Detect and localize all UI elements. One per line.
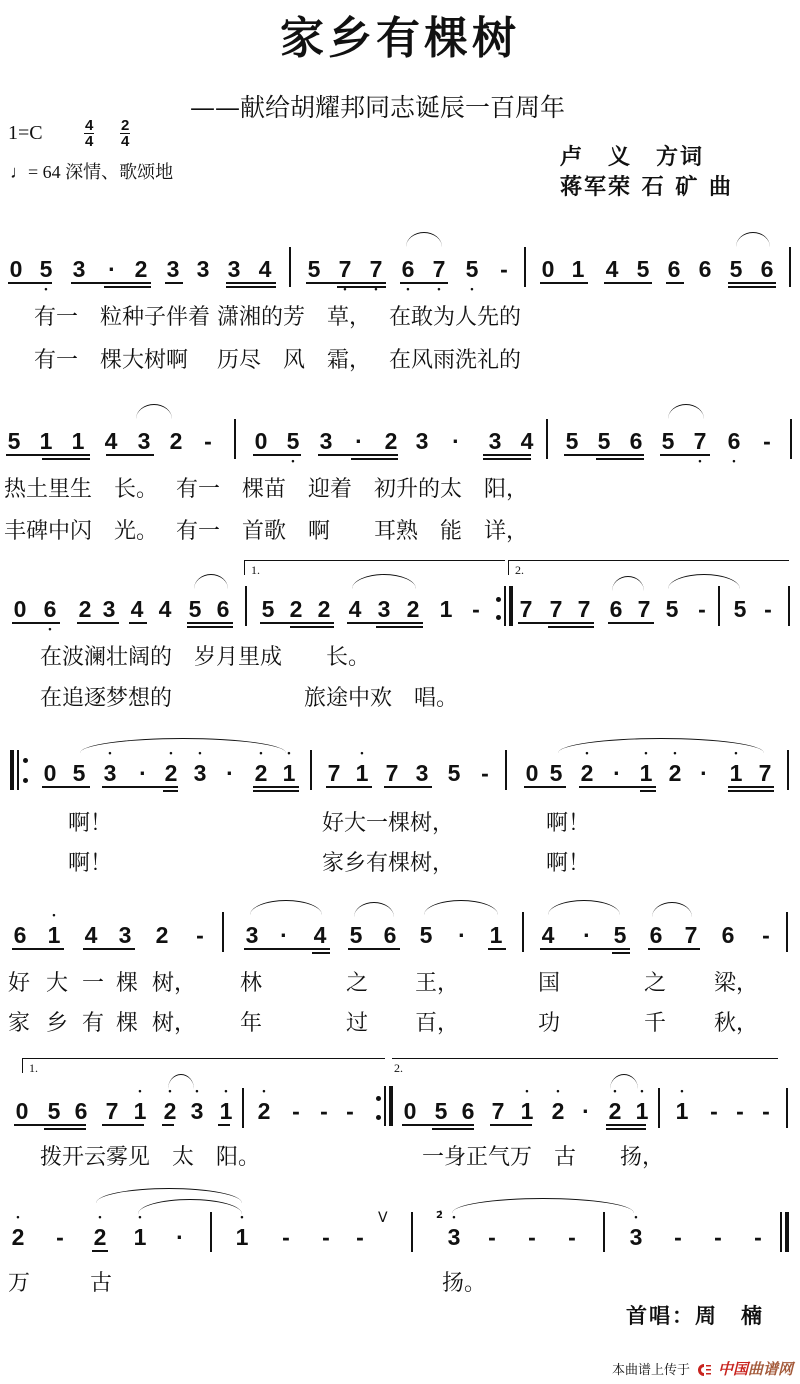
note: • 1 (672, 1098, 692, 1124)
end-repeat-barline (389, 1086, 393, 1126)
barline (245, 586, 247, 626)
barline (780, 1212, 782, 1252)
repeat-dot (496, 615, 501, 620)
dash-extension: - (674, 1224, 682, 1250)
note: 5 (7, 428, 21, 454)
note: • 1 (232, 1224, 252, 1250)
lyric: 之 (644, 971, 667, 996)
note: 7 (105, 1098, 119, 1124)
dash-extension: - (762, 1098, 770, 1124)
note: 4 (84, 922, 98, 948)
note: 2 (155, 922, 169, 948)
note: • 3 (444, 1224, 464, 1250)
barline (787, 750, 789, 790)
barline (658, 1088, 660, 1128)
lyric: 家乡有棵树， (322, 851, 455, 876)
lyric: 啊！ (546, 811, 591, 836)
barline (210, 1212, 212, 1252)
note: 5 (549, 760, 563, 786)
note: 6 • (40, 596, 60, 622)
note: 3 (118, 922, 132, 948)
note: 5 (307, 256, 321, 282)
lyric: 啊！ (546, 851, 591, 876)
repeat-dot (376, 1115, 381, 1120)
time-signature-2-4: 2 4 (121, 117, 130, 150)
note: • 2 (548, 1098, 568, 1124)
note: 7 (549, 596, 563, 622)
barline (222, 912, 224, 952)
brand-logo-icon (696, 1362, 712, 1376)
note: 5 (419, 922, 433, 948)
note: • 2 (605, 1098, 625, 1124)
lyric: 之 (346, 971, 369, 996)
barline (411, 1212, 413, 1252)
note: 3 (137, 428, 151, 454)
note: • 3 (100, 760, 120, 786)
note: 4 (130, 596, 144, 622)
note: • 1 (517, 1098, 537, 1124)
slur (668, 574, 740, 589)
note: 2 (384, 428, 398, 454)
note: 6 (667, 256, 681, 282)
lyric: 年 (240, 1011, 263, 1036)
note: 7 (637, 596, 651, 622)
lyric: 好 (8, 971, 31, 996)
note: 6 (216, 596, 230, 622)
dash-extension: - (762, 922, 770, 948)
note: • 1 (279, 760, 299, 786)
lyrics-verse-1: 热土里生 长。 有一 棵苗 迎着 初升的太 阳， (4, 477, 528, 502)
note: 5 (661, 428, 675, 454)
note: • 1 (44, 922, 64, 948)
dot-extension: · (226, 760, 234, 786)
lyrics-verse-2: 丰碑中闪 光。 有一 首歌 啊 耳熟 能 详， (4, 519, 528, 544)
note: 1 (439, 596, 453, 622)
note: 4 (605, 256, 619, 282)
note: 4 (541, 922, 555, 948)
lyric: 扬。 (442, 1271, 487, 1296)
note: 6 (383, 922, 397, 948)
dot-extension: · (582, 1098, 590, 1124)
dash-extension: - (763, 428, 771, 454)
note: • 1 (632, 1098, 652, 1124)
dash-extension: - (282, 1224, 290, 1250)
volta-first-ending: 1. (244, 560, 505, 575)
lyric: 棵 (116, 971, 139, 996)
note: • 3 (187, 1098, 207, 1124)
dot-extension: · (452, 428, 460, 454)
barline (524, 247, 526, 287)
slur (136, 404, 172, 419)
note: • 1 (726, 760, 746, 786)
lyric: 林 (240, 971, 263, 996)
note: • 2 (8, 1224, 28, 1250)
barline (546, 419, 548, 459)
note: 0 (43, 760, 57, 786)
lyric: 啊！ (68, 851, 113, 876)
note: 5 • (283, 428, 303, 454)
dash-extension: - (346, 1098, 354, 1124)
barline (289, 247, 291, 287)
dash-extension: - (196, 922, 204, 948)
note: • 2 (90, 1224, 110, 1250)
note: 4 (104, 428, 118, 454)
dot-extension: · (458, 922, 466, 948)
note: 1 (39, 428, 53, 454)
song-title: 家乡有棵树 (280, 13, 520, 64)
dash-extension: - (481, 760, 489, 786)
note: 1 (489, 922, 503, 948)
tempo-marking: ♩= 64 深情、歌颂地 (10, 162, 174, 182)
final-barline (785, 1212, 789, 1252)
note: 6 (13, 922, 27, 948)
note: 5 (636, 256, 650, 282)
slur (558, 738, 764, 753)
dedication-subtitle: ——献给胡耀邦同志诞辰一百周年 (190, 93, 566, 122)
lyric: 梁， (714, 971, 759, 996)
barline (788, 586, 790, 626)
note: 2 (169, 428, 183, 454)
note: 7 • (335, 256, 355, 282)
slur (80, 738, 286, 753)
volta-second-ending: 2. (508, 560, 789, 575)
breath-mark: V (378, 1210, 388, 1226)
note: • 1 (636, 760, 656, 786)
note: 6 (74, 1098, 88, 1124)
volta-second-ending: 2. (392, 1058, 778, 1073)
note: 3 (102, 596, 116, 622)
slur (452, 1198, 634, 1213)
slur (610, 1074, 638, 1089)
lyrics-ending-1: 拨开云雾见 太 阳。 (40, 1145, 261, 1170)
note: 4 (520, 428, 534, 454)
lyric: 百， (415, 1011, 460, 1036)
lyric: 一 (82, 971, 105, 996)
note: 3 (377, 596, 391, 622)
note: 6 (721, 922, 735, 948)
note: 0 (15, 1098, 29, 1124)
note: 3 (415, 428, 429, 454)
slur (354, 902, 394, 917)
lyrics-verse-1: 在波澜壮阔的 岁月里成 长。 (40, 645, 371, 670)
brand-name-cn[interactable]: 中国 (718, 1360, 749, 1378)
dash-extension: - (528, 1224, 536, 1250)
lyric: 乡 (46, 1011, 69, 1036)
note: 2 (134, 256, 148, 282)
upload-attribution (612, 1358, 793, 1379)
lyrics-ending-2: 一身正气万 古 扬， (422, 1145, 665, 1170)
dash-extension: - (204, 428, 212, 454)
singer-credit: 首唱：周 楠 (626, 1303, 764, 1328)
lyric: 大 (46, 971, 69, 996)
barline (505, 750, 507, 790)
note: 3 (415, 760, 429, 786)
lyric: 树， (152, 971, 197, 996)
dot-extension: · (108, 256, 116, 282)
slur (424, 900, 498, 915)
lyrics-verse-2: 在追逐梦想的 旅途中欢 唱。 (40, 686, 459, 711)
note: 5 (729, 256, 743, 282)
note: 5 (188, 596, 202, 622)
note: 0 (254, 428, 268, 454)
dash-extension: - (320, 1098, 328, 1124)
note: 5 (613, 922, 627, 948)
barline (603, 1212, 605, 1252)
note: 4 (158, 596, 172, 622)
dash-extension: - (488, 1224, 496, 1250)
dash-extension: - (698, 596, 706, 622)
brand-name-score[interactable]: 曲谱网 (748, 1360, 794, 1378)
dash-extension: - (500, 256, 508, 282)
slur (548, 900, 620, 915)
dash-extension: - (754, 1224, 762, 1250)
note: 6 (609, 596, 623, 622)
repeat-dot (23, 778, 28, 783)
note: • 2 (160, 1098, 180, 1124)
note: 3 (245, 922, 259, 948)
note: 5 (733, 596, 747, 622)
slur (652, 902, 692, 917)
lyric: 秋， (714, 1011, 759, 1036)
note: 4 (313, 922, 327, 948)
note: 7 (491, 1098, 505, 1124)
slur (612, 576, 644, 591)
barline (718, 586, 720, 626)
repeat-dot (496, 597, 501, 602)
upload-text: 本曲谱上传于 (612, 1363, 691, 1378)
barline (234, 419, 236, 459)
lyric: 好大一棵树， (322, 811, 455, 836)
note: 3 (72, 256, 86, 282)
slur (168, 1074, 194, 1089)
note: 6 (461, 1098, 475, 1124)
note: 1 (71, 428, 85, 454)
lyric: 家 (8, 1011, 31, 1036)
start-repeat-barline (10, 750, 14, 790)
grace-note: 2̇ (436, 1210, 443, 1221)
end-repeat-barline (509, 586, 513, 626)
note: 5 (665, 596, 679, 622)
slur (668, 404, 704, 419)
note: 0 (13, 596, 27, 622)
note: 1 (571, 256, 585, 282)
repeat-dot (376, 1096, 381, 1101)
dot-extension: · (280, 922, 288, 948)
barline (17, 750, 19, 790)
lyric: 过 (346, 1011, 369, 1036)
time-signature-4-4: 4 4 (85, 117, 94, 150)
note: 7 (577, 596, 591, 622)
dot-extension: · (139, 760, 147, 786)
note: 5 (447, 760, 461, 786)
note: 4 (348, 596, 362, 622)
note: 3 (227, 256, 241, 282)
barline (310, 750, 312, 790)
note: • 1 (352, 760, 372, 786)
barline (384, 1086, 386, 1126)
note: • 2 (577, 760, 597, 786)
lyric: 王， (415, 971, 460, 996)
lyric: 树， (152, 1011, 197, 1036)
note: • 1 (130, 1224, 150, 1250)
note: 7 (684, 922, 698, 948)
note: 5 (72, 760, 86, 786)
dot-extension: · (176, 1224, 184, 1250)
note: 5 (349, 922, 363, 948)
lyric: 国 (538, 971, 561, 996)
note: 7 (385, 760, 399, 786)
barline (786, 1088, 788, 1128)
note: 7 (327, 760, 341, 786)
barline (786, 912, 788, 952)
slur (736, 232, 770, 247)
note: 5 (434, 1098, 448, 1124)
barline (790, 419, 792, 459)
note: 2 (317, 596, 331, 622)
note: • 1 (216, 1098, 236, 1124)
dash-extension: - (322, 1224, 330, 1250)
lyric: 千 (644, 1011, 667, 1036)
note: 5 (565, 428, 579, 454)
dash-extension: - (736, 1098, 744, 1124)
note: 2 (406, 596, 420, 622)
note: • 3 (190, 760, 210, 786)
note: • 2 (254, 1098, 274, 1124)
slur (406, 232, 442, 247)
dot-extension: · (613, 760, 621, 786)
dash-extension: - (710, 1098, 718, 1124)
note: • 2 (665, 760, 685, 786)
volta-first-ending: 1. (22, 1058, 385, 1073)
dash-extension: - (568, 1224, 576, 1250)
note: 6 • (724, 428, 744, 454)
note: 5 (597, 428, 611, 454)
lyric: 万 (8, 1271, 31, 1296)
composer-credit: 蒋军荣 石 矿 曲 (560, 174, 733, 200)
note: 6 (629, 428, 643, 454)
note: 5 • (462, 256, 482, 282)
note: 3 (488, 428, 502, 454)
note: 5 (47, 1098, 61, 1124)
note: • 3 (626, 1224, 646, 1250)
note: 0 (541, 256, 555, 282)
note: 2 (78, 596, 92, 622)
note: 0 (525, 760, 539, 786)
note: 7 • (366, 256, 386, 282)
note: 6 • (398, 256, 418, 282)
dot-extension: · (700, 760, 708, 786)
note: • 2 (161, 760, 181, 786)
key-signature: 1=C (8, 122, 43, 144)
dash-extension: - (472, 596, 480, 622)
note: 2 (289, 596, 303, 622)
lyric: 棵 (116, 1011, 139, 1036)
note: 7 (519, 596, 533, 622)
lyricist-credit: 卢 义 方词 (560, 144, 705, 170)
dash-extension: - (764, 596, 772, 622)
dot-extension: · (355, 428, 363, 454)
note: 5 (261, 596, 275, 622)
note: 6 (649, 922, 663, 948)
lyric: 功 (538, 1011, 561, 1036)
note: 7 (758, 760, 772, 786)
note: 4 (258, 256, 272, 282)
barline (504, 586, 506, 626)
lyric: 古 (90, 1271, 113, 1296)
dash-extension: - (56, 1224, 64, 1250)
note: 6 (698, 256, 712, 282)
note: 3 (319, 428, 333, 454)
note: 6 (760, 256, 774, 282)
note: 7 • (429, 256, 449, 282)
dash-extension: - (714, 1224, 722, 1250)
lyrics-verse-1: 有一 粒种子伴着 潇湘的芳 草， 在敢为人先的 (34, 305, 521, 330)
note: 7 • (690, 428, 710, 454)
lyrics-verse-2: 有一 棵大树啊 历尽 风 霜， 在风雨洗礼的 (34, 348, 521, 373)
slur (250, 900, 322, 915)
slur (194, 574, 228, 589)
note: • 1 (130, 1098, 150, 1124)
note: • 2 (251, 760, 271, 786)
dash-extension: - (292, 1098, 300, 1124)
lyric: 有 (82, 1011, 105, 1036)
slur (352, 574, 416, 589)
note: 0 (9, 256, 23, 282)
note: 3 (196, 256, 210, 282)
note: 0 (403, 1098, 417, 1124)
barline (242, 1088, 244, 1128)
dash-extension: - (356, 1224, 364, 1250)
note: 5 • (36, 256, 56, 282)
lyric: 啊！ (68, 811, 113, 836)
barline (522, 912, 524, 952)
dot-extension: · (583, 922, 591, 948)
note: 3 (166, 256, 180, 282)
repeat-dot (23, 758, 28, 763)
barline (789, 247, 791, 287)
